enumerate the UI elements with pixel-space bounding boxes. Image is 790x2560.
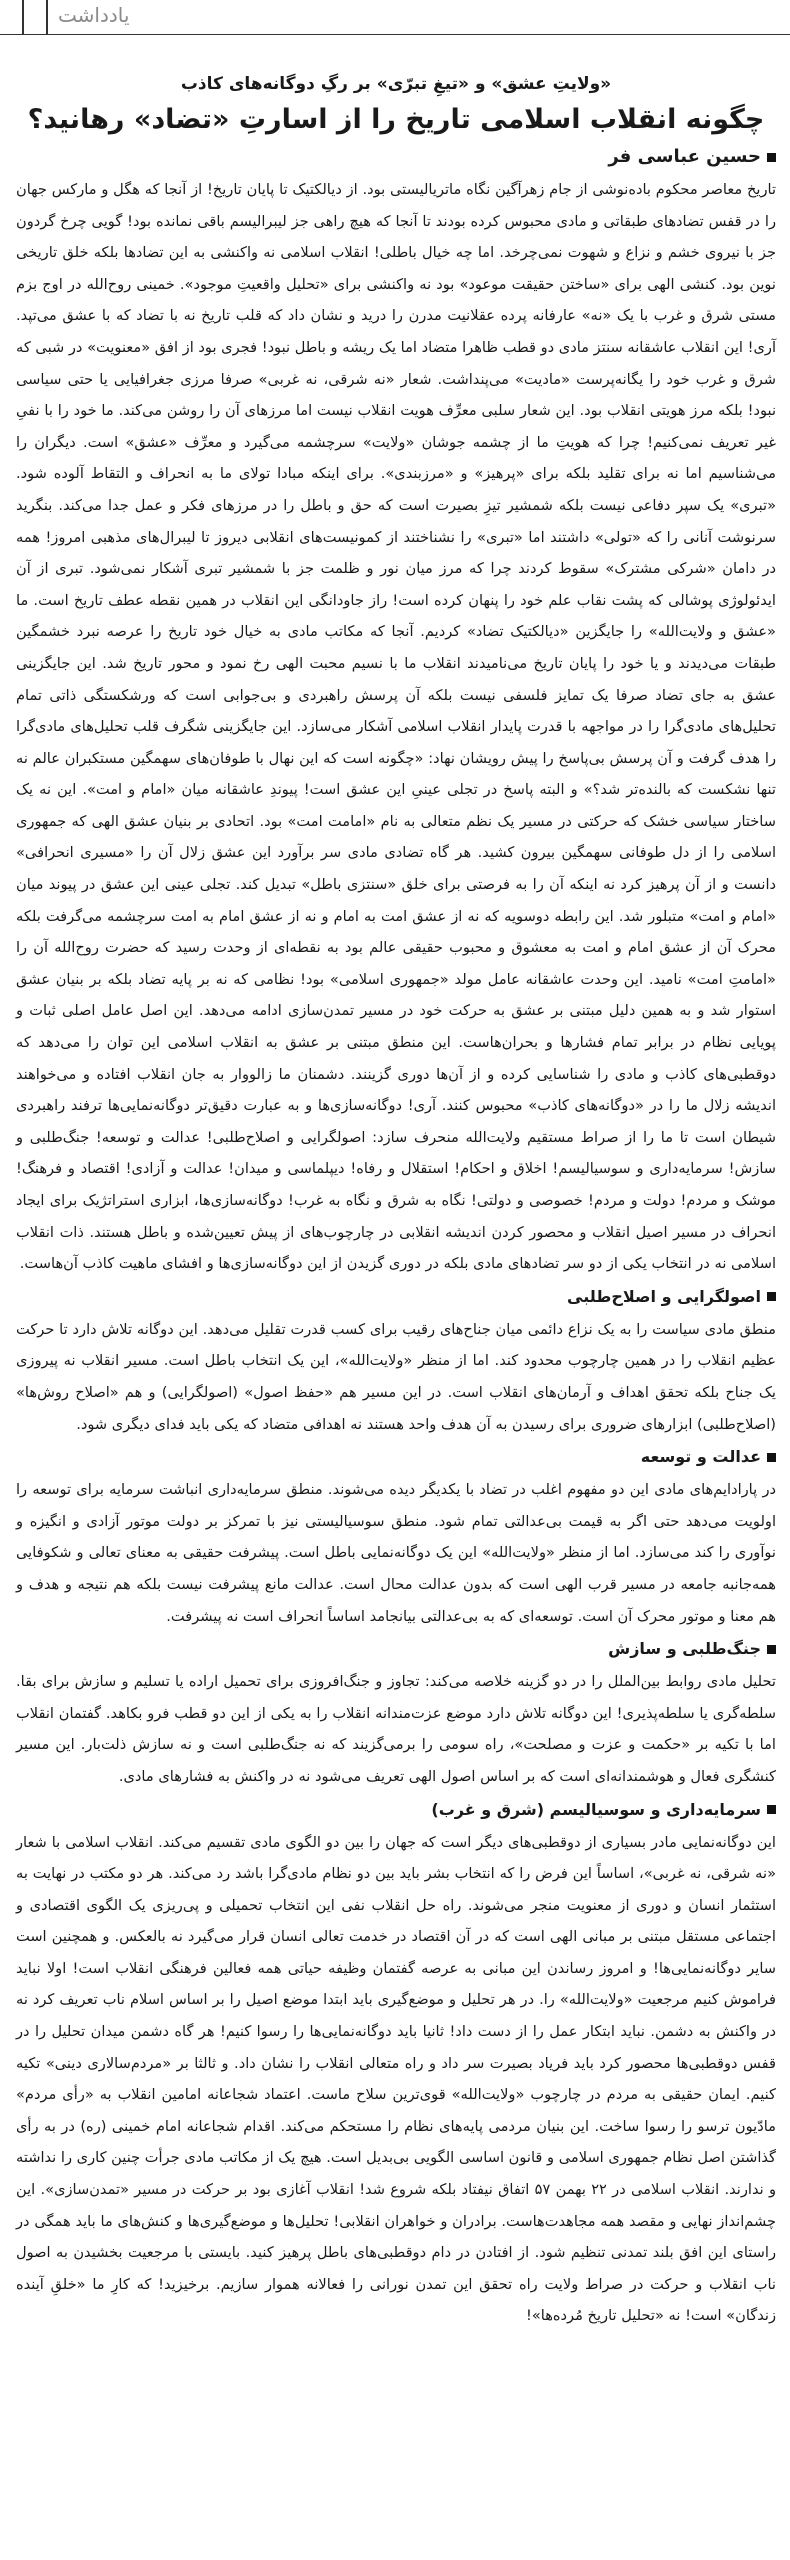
bullet-square-icon — [767, 1292, 776, 1301]
section-title: سرمایه‌داری و سوسیالیسم (شرق و غرب) — [431, 1799, 761, 1819]
author-name: حسین عباسی فر — [608, 146, 761, 167]
section-heading — [16, 1634, 776, 1664]
header-divider — [22, 0, 24, 34]
section-heading — [16, 1795, 776, 1825]
section-header-bar — [0, 0, 790, 35]
article — [16, 72, 776, 2332]
bullet-square-icon — [767, 1805, 776, 1814]
section-body: منطق مادی سیاست را به یک نزاع دائمی میان جناح‌های رقیب برای کسب قدرت تقلیل می‌دهد. این دوگانه تلاش دارد تا حرکت عظیم انقلاب را در همین چارچوب محدود کند. اما از منظر «ولایت‌الله»، این یک انتخاب باطل است. مسیر انقلاب نه پیروزی یک جناح بلکه تحقق اهداف و آرمان‌های انقلاب است. در این مسیر هم «حفظ اصول» (اصولگرایی) و هم «اصلاح روش‌ها» (اصلاح‌طلبی) ابزارهای ضروری برای رسیدن به آن هدف واحد هستند نه اهدافی متضاد که یکی باید فدای دیگری شود. — [16, 1320, 776, 1433]
article-kicker: «ولایتِ عشق» و «تیغِ تبرّی» بر رگِ دوگانه‌های کاذب — [180, 74, 612, 94]
section-body: این دوگانه‌نمایی مادر بسیاری از دوقطبی‌های دیگر است که جهان را بین دو الگوی مادی تقسیم می‌کند. انقلاب اسلامی با شعار «نه شرقی، نه غربی»، اساساً این فرض را که انتخاب بشر باید بین دو نظام مادی‌گرا باشد رد می‌کند. هر دو مکتب در نهایت به استثمار انسان و دوری از معنویت منجر می‌شوند. راه حل انقلاب نفی این انتخاب تحمیلی و پی‌ریزی یک الگوی اقتصادی و اجتماعی مستقل مبتنی بر مبانی الهی است که در آن اقتصاد در خدمت تعالی انسان قرار می‌گیرد نه بالعکس. و همچنین است سایر دوگانه‌نمایی‌ها! و امروز رساندن این مبانی به عرصه گفتمان وظیفه حیاتی همه فعالین فرهنگی انقلاب است! اولا نباید فراموش کنیم مرجعیت «ولایت‌الله» را. در هر تحلیل و موضع‌گیری باید ابتدا موضع اصیل را بر اساس اسلام ناب تعریف کرد نه در واکنش به دشمن. نباید ابتکار عمل را از دست داد! ثانیا باید دوگانه‌نمایی‌ها را رسوا کنیم! هر گاه دشمن میدان تحلیل را در قفس دوقطبی‌ها محصور کرد باید فریاد بصیرت سر داد و راه متعالی انقلاب را نشان داد. و ثالثا بر «مردم‌سالاری دینی» تکیه کنیم. ایمان حقیقی به مردم در چارچوب «ولایت‌الله» قوی‌ترین سلاح ماست. اعتماد شجاعانه امامین انقلاب به «رأی مردم» مادّیون ترسو را رسوا ساخت. این بنیان مردمی پایه‌های نظام را مستحکم می‌کند. اقدام شجاعانه امام خمینی (ره) در به رأی گذاشتن اصل نظام جمهوری اسلامی و قانون اساسی الگویی بی‌بدیل است. هیچ یک از مکاتب مادی جرأت چنین کاری را نداشته و ندارند. انقلاب اسلامی در ۲۲ بهمن ۵۷ اتفاق نیفتاد بلکه شروع شد! انقلاب آغازی بود بر حرکت در مسیر «تمدن‌سازی». این چشم‌انداز نهایی و مقصد همه مجاهدت‌هاست. برادران و خواهران انقلابی! تحلیل‌ها و موضع‌گیری‌ها و کنش‌های ما باید همگی در راستای این افق بلند تمدنی تنظیم شود. از افتادن در دام دوقطبی‌های باطل پرهیز کنید. بایستی با مرجعیت بخشیدن به اصول ناب انقلاب و حرکت در صراط ولایت راه تحقق این تمدن نورانی را فعالانه هموار سازیم. برخیزید! که کارِ ما «خلقِ آینده زندگان» است! نه «تحلیل تاریخ مُرده‌ها»! — [16, 1833, 776, 2325]
section-title: جنگ‌طلبی و سازش — [608, 1639, 761, 1659]
section-title: اصولگرایی و اصلاح‌طلبی — [567, 1286, 761, 1306]
intro-paragraph: تاریخ معاصر محکوم باده‌نوشی از جام زهرآگین نگاه ماتریالیستی بود. از دیالکتیک تا پایان تاریخ! از آنجا که هگل و مارکس جهان را در قفس تضادهای طبقاتی و مادی محبوس کرده بودند تا آنجا که هیچ راهی جز لیبرالیسم باقی نمانده بود! گویی چرخ گردون جز با نیروی خشم و نزاع و شهوت نمی‌چرخد. اما چه خیال باطلی! انقلاب اسلامی نه واکنشی به این تضادها بلکه خلق تاریخی نوین بود. کنشی الهی برای «ساختن حقیقت موعود» بود نه واکنشی برای «تحلیل واقعیتِ موجود». خمینی روح‌الله در اوج بزم مستی شرق و غرب با یک «نه» عارفانه پرده عقلانیت مدرن را درید و نشان داد که قلب تاریخ نه با تضاد که با عشق می‌تپد. آری! این انقلاب عاشقانه سنتز مادی دو قطب ظاهرا متضاد اما یک ریشه و باطل نبود! فجری بود از افق «معنویت» در شبی که شرق و غرب خود را یگانه‌پرست «مادیت» می‌پنداشت. شعار «نه شرقی، نه غربی» صرفا مرزی جغرافیایی یا حتی سیاسی نبود! بلکه مرز هویتی انقلاب بود. این شعار سلبی معرِّف هویت انقلاب نیست اما مرزهای آن را روشن می‌کند. ما خود را با نفیِ غیر تعریف نمی‌کنیم! چرا که هویتِ ما از چشمه جوشان «ولایت» سرچشمه می‌گیرد و معرِّف «عشق» است. دیگران را می‌شناسیم اما نه برای تقلید بلکه برای «پرهیز» و «مرزبندی». برای اینکه مبادا تولای ما به انحراف و التقاط آلوده شود. «تبری» یک سپر دفاعی نیست بلکه شمشیر تیزِ بصیرت است که حق و باطل را در مرزهای فکر و عمل جدا می‌کند. بنگرید سرنوشت آنانی را که «تولی» داشتند اما «تبری» را نشناختند از کمونیست‌های انقلابی دیروز تا لیبرال‌های مذهبی امروز! همه در دامان «شرکی مشترک» سقوط کردند چرا که مرز میان نور و ظلمت جز با شمشیر تبری آشکار نمی‌شود. تبری از آن ایدئولوژی پوشالی که پشت نقاب علم خود را پنهان کرده است! راز جاودانگی این انقلاب در همین نقطه عطف تاریخ است. ما «عشق و ولایت‌الله» را جایگزین «دیالکتیک تضاد» کردیم. آنجا که مکاتب مادی به خیال خود تاریخ را عرصه نبرد خشمگین طبقات می‌دیدند و یا خود را پایان تاریخ می‌نامیدند انقلاب ما با نسیم محبت الهی رخ نمود و محور تاریخ شد. این جایگزینی عشق به جای تضاد صرفا یک تمایز فلسفی نیست بلکه آن پرسش راهبردی و بی‌جوابی است که ورشکستگی ذاتی تمام تحلیل‌های مادی‌گرا را در مواجهه با قدرت پایدار انقلاب اسلامی آشکار می‌سازد. این جایگزینی شگرف قلب تحلیل‌های مادی‌گرا را هدف گرفت و آن پرسش بی‌پاسخ را پیش رویشان نهاد: «چگونه است که این نهال با طوفان‌های سهمگین مستکبران عالم نه تنها نشکست که بالنده‌تر شد؟» و البته پاسخ در تجلی عینیِ این عشق است! پیوندِ عاشقانه میان «امام و امت». این نه یک ساختار سیاسی خشک که حرکتی در مسیر یک نظم متعالی به نام «امامت امت» بود. اتحادی بر بنیان عشق الهی که جمهوری اسلامی را از دل طوفانی سهمگین بیرون کشید. هر گاه تضادی مادی سر برآورد این عشق زلال آن را «مسیری انحرافی» دانست و از آن پرهیز کرد نه اینکه آن را به فرصتی برای خلق «سنتزی باطل» تبدیل کند. تجلی عینی این عشق در پیوند میان «امام و امت» متبلور شد. این رابطه دوسویه که نه از عشق امت به امام و نه از عشق امام به امت سرچشمه می‌گرفت بلکه محرک آن از عشق امام و امت به معشوق و محبوب حقیقی عالم بود به نقطه‌ای از وحدت رسید که حضرت روح‌الله آن را «امامتِ امت» نامید. این وحدت عاشقانه عامل مولد «جمهوری اسلامی» بود! نظامی که نه بر پایه تضاد بلکه بر بنیان عشق استوار شد و به همین دلیل مبتنی بر عشق به حرکت خود در مسیر تمدن‌سازی ادامه می‌دهد. این اصل عامل اصلی ثبات و پویایی نظام در برابر تمام فشارها و بحران‌هاست. این منطق مبتنی بر عشق به انقلاب اسلامی این توان را می‌دهد که دوقطبی‌های کاذب و مادی را شناسایی کرده و از آن‌ها دوری گزینند. دشمنان ما زالووار به جان انقلاب افتاده و می‌خواهند اندیشه زلال ما را در «دوگانه‌های کاذب» محبوس کنند. آری! دوگانه‌سازی‌ها و به عبارت دقیق‌تر دوگانه‌نمایی‌ها ترفند راهبردی شیطان است تا ما را از صراط مستقیم ولایت‌الله منحرف سازد: اصولگرایی و اصلاح‌طلبی! عدالت و توسعه! جنگ‌طلبی و سازش! سرمایه‌داری و سوسیالیسم! اخلاق و احکام! استقلال و رفاه! دیپلماسی و میدان! عدالت و آزادی! اقتصاد و فرهنگ! موشک و مردم! دولت و مردم! خصوصی و دولتی! نگاه به شرق و نگاه به غرب! دوگانه‌سازی‌ها، ابزاری استراتژیک برای ایجاد انحراف در مسیر اصیل انقلاب و محصور کردن اندیشه انقلابی در چارچوب‌های از پیش تعیین‌شده و باطل هستند. ذات انقلاب اسلامی نه در انتخاب یکی از دو سر تضادهای مادی بلکه در دوری گزیدن از این دوگانه‌سازی‌ها و افشای ماهیت کاذب آن‌هاست. — [16, 181, 776, 1273]
article-headline: چگونه انقلاب اسلامی تاریخ را از اسارتِ «تضاد» رهانید؟ — [27, 104, 765, 135]
bullet-square-icon — [767, 1645, 776, 1654]
section-title: عدالت و توسعه — [640, 1447, 761, 1467]
section-body: تحلیل مادی روابط بین‌الملل را در دو گزینه خلاصه می‌کند: تجاوز و جنگ‌افروزی برای تحمیل اراده یا تسلیم و سازش برای بقا. سلطه‌گری یا سلطه‌پذیری! این دوگانه تلاش دارد موضع عزت‌مندانه انقلاب را به یکی از این دو قطب فرو بکاهد. گفتمان انقلاب اما با تکیه بر «حکمت و عزت و مصلحت»، راه سومی را برمی‌گزیند که نه جنگ‌طلبی است و نه سازش ذلت‌بار. این مسیر کنشگری فعال و هوشمندانه‌ای است که بر اساس اصول الهی تعریف می‌شود نه در واکنش به فشارهای مادی. — [16, 1673, 776, 1785]
byline — [16, 144, 776, 170]
section-heading — [16, 1282, 776, 1312]
section-label: یادداشت — [58, 3, 130, 27]
bullet-square-icon — [767, 153, 776, 162]
bullet-square-icon — [767, 1453, 776, 1462]
section-body: در پارادایم‌های مادی این دو مفهوم اغلب در تضاد با یکدیگر دیده می‌شوند. منطق سرمایه‌داری انباشت سرمایه برای توسعه را اولویت می‌دهد حتی اگر به قیمت بی‌عدالتی تمام شود. منطق سوسیالیستی نیز با تمرکز بر دولت موتور آزادی و انگیزه و نوآوری را کند می‌سازد. اما از منظر «ولایت‌الله» این یک دوگانه‌نمایی باطل است. پیشرفت حقیقی به معنای تعالی و شکوفایی همه‌جانبه جامعه در مسیر قرب الهی است که بدون عدالت محال است. عدالت مانع پیشرفت نیست بلکه هم نتیجه و هدف و هم معنا و موتور محرک آن است. توسعه‌ای که به بی‌عدالتی بیانجامد اساساً انحراف است نه پیشرفت. — [16, 1481, 776, 1625]
section-heading — [16, 1442, 776, 1472]
header-divider — [46, 0, 48, 34]
